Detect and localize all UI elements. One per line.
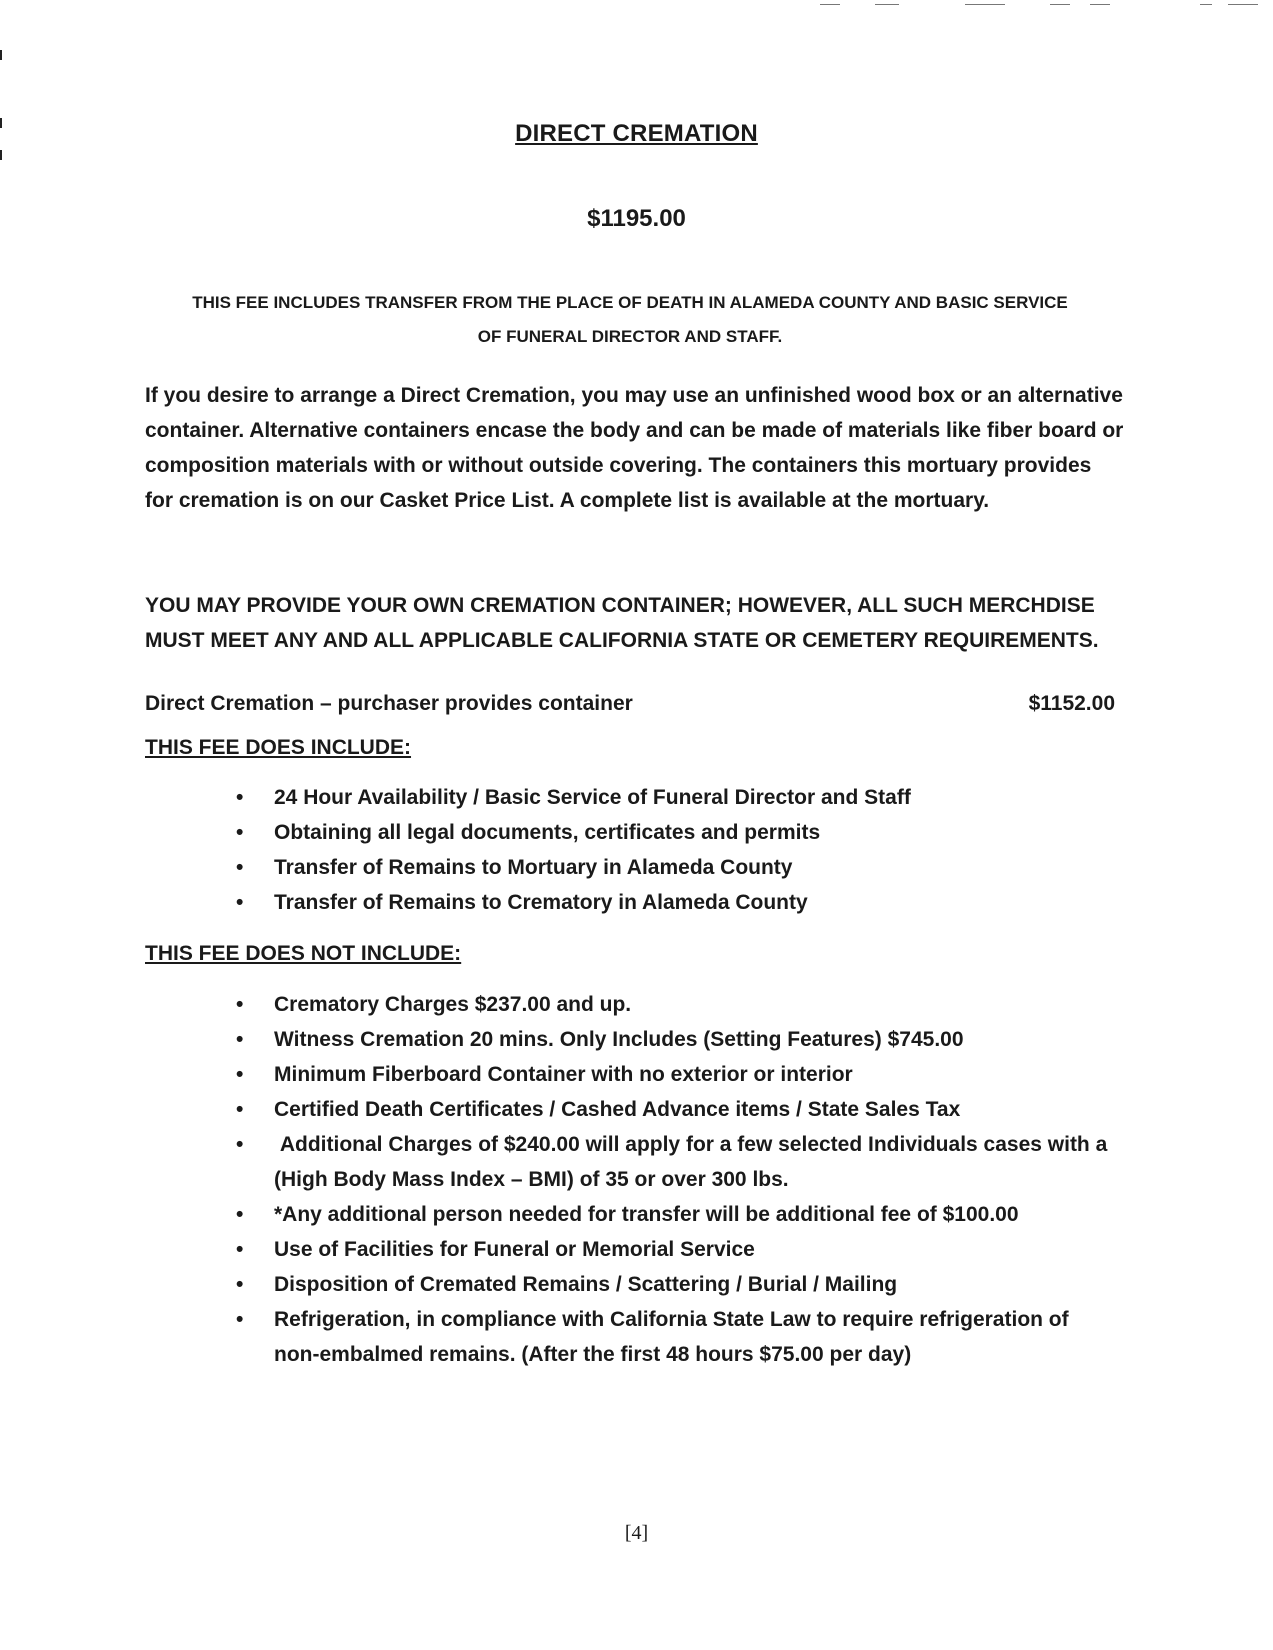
includes-heading: THIS FEE DOES INCLUDE:: [145, 736, 412, 759]
option-label: Direct Cremation – purchaser provides container: [145, 692, 633, 715]
list-item: [236, 1092, 1116, 1127]
excludes-heading: THIS FEE DOES NOT INCLUDE:: [145, 942, 462, 965]
bullet-icon: •: [236, 1273, 244, 1296]
bullet-icon: •: [236, 993, 244, 1016]
scan-top-dash: [965, 4, 1005, 5]
list-item-text: Minimum Fiberboard Container with no exterior or interior: [274, 1063, 853, 1086]
list-item-text: Crematory Charges $237.00 and up.: [274, 993, 632, 1016]
option-price: $1152.00: [1028, 692, 1115, 715]
page-number: [4]: [624, 1522, 649, 1544]
list-item: [236, 815, 1116, 850]
list-item-text: Refrigeration, in compliance with California State Law to require refrigeration of non-embalmed remains. (After the first 48 hours $75.00 per day): [274, 1308, 1069, 1366]
list-item-text: *Any additional person needed for transfer will be additional fee of $100.00: [274, 1203, 1019, 1226]
scan-edge-mark: [0, 50, 2, 60]
list-item: [236, 1302, 1116, 1372]
list-item-text: Obtaining all legal documents, certificates and permits: [274, 821, 821, 844]
fee-note-line: THIS FEE INCLUDES TRANSFER FROM THE PLACE OF DEATH IN ALAMEDA COUNTY AND BASIC SERVICE: [192, 293, 1068, 312]
scan-top-dash: [1228, 4, 1258, 5]
bullet-icon: •: [236, 1028, 244, 1051]
list-item-text: Certified Death Certificates / Cashed Advance items / State Sales Tax: [274, 1098, 961, 1121]
list-item: [236, 850, 1116, 885]
scan-top-dash: [820, 4, 840, 5]
bullet-icon: •: [236, 1203, 244, 1226]
list-item: [236, 1267, 1116, 1302]
excludes-list: [236, 987, 1116, 1372]
list-item-text: Additional Charges of $240.00 will apply for a few selected Individuals cases with a (High Body Mass Index – BMI) of 35 or over 300 lbs.: [274, 1133, 1114, 1191]
list-item: [236, 1232, 1116, 1267]
bullet-icon: •: [236, 1098, 244, 1121]
bullet-icon: •: [236, 1308, 244, 1331]
list-item-text: Transfer of Remains to Mortuary in Alameda County: [274, 856, 793, 879]
scan-edge-mark: [0, 150, 2, 160]
list-item-text: Transfer of Remains to Crematory in Alameda County: [274, 891, 808, 914]
scan-top-dash: [875, 4, 899, 5]
bullet-icon: •: [236, 821, 244, 844]
scan-top-dash: [1050, 4, 1070, 5]
includes-list: [236, 780, 1116, 920]
list-item-text: Witness Cremation 20 mins. Only Includes (Setting Features) $745.00: [274, 1028, 964, 1051]
bullet-icon: •: [236, 1238, 244, 1261]
list-item: [236, 885, 1116, 920]
option-row: [145, 692, 1115, 716]
list-item: [236, 780, 1116, 815]
page-title: DIRECT CREMATION: [515, 120, 758, 147]
list-item-text: Use of Facilities for Funeral or Memorial Service: [274, 1238, 755, 1261]
list-item: [236, 1022, 1116, 1057]
list-item-text: 24 Hour Availability / Basic Service of Funeral Director and Staff: [274, 786, 911, 809]
container-paragraph: If you desire to arrange a Direct Cremation, you may use an unfinished wood box or an alternative container. Alternative containers encase the body and can be made of materials like fiber board or composition materials with or without outside covering. The containers this mortuary provides for cremation is on our Casket Price List. A complete list is available at the mortuary.: [145, 384, 1124, 512]
bullet-icon: •: [236, 1063, 244, 1086]
scan-top-dash: [1200, 4, 1212, 5]
list-item: [236, 987, 1116, 1022]
bullet-icon: •: [236, 1133, 244, 1156]
container-notice: YOU MAY PROVIDE YOUR OWN CREMATION CONTAINER; HOWEVER, ALL SUCH MERCHDISE MUST MEET ANY AND ALL APPLICABLE CALIFORNIA STATE OR CEMETERY REQUIREMENTS.: [145, 594, 1099, 652]
list-item: [236, 1057, 1116, 1092]
list-item: [236, 1197, 1116, 1232]
package-price: $1195.00: [587, 205, 686, 232]
list-item-text: Disposition of Cremated Remains / Scattering / Burial / Mailing: [274, 1273, 898, 1296]
bullet-icon: •: [236, 786, 244, 809]
bullet-icon: •: [236, 891, 244, 914]
list-item: [236, 1127, 1116, 1197]
bullet-icon: •: [236, 856, 244, 879]
scan-top-dash: [1090, 4, 1110, 5]
fee-note-line: OF FUNERAL DIRECTOR AND STAFF.: [477, 327, 783, 346]
fee-note: [140, 286, 1120, 354]
